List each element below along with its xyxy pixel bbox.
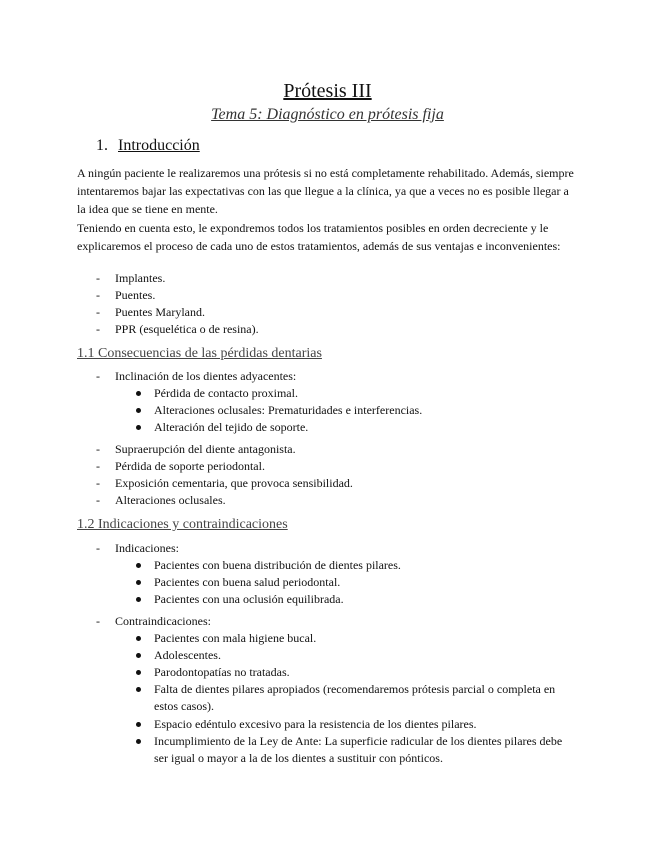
list-item-treatment: - Puentes Maryland. <box>96 305 205 319</box>
bullet-icon <box>136 408 141 413</box>
list-item-sub: Alteraciones oclusales: Prematuridades e interferencias. <box>154 402 422 419</box>
list-item-contraindication: Espacio edéntulo excesivo para la resistencia de los dientes pilares. <box>154 716 477 733</box>
bullet-icon <box>136 597 141 602</box>
list-item-consequence: - Supraerupción del diente antagonista. <box>96 442 296 456</box>
bullet-icon <box>136 636 141 641</box>
section-number: 1. <box>96 137 108 154</box>
list-item-indication: Pacientes con una oclusión equilibrada. <box>154 591 344 608</box>
list-item-contraindication: Incumplimiento de la Ley de Ante: La superficie radicular de los dientes pilares debe ser igual o mayor a la de los dientes a sustituir con pónticos. <box>154 733 574 767</box>
section-heading-introduccion <box>96 136 200 156</box>
list-item-contraindication: Adolescentes. <box>154 647 221 664</box>
list-item-sub: Pérdida de contacto proximal. <box>154 385 298 402</box>
list-item-contraindication: Falta de dientes pilares apropiados (recomendaremos prótesis parcial o completa en estos casos). <box>154 681 574 715</box>
list-item-treatment: - PPR (esquelética o de resina). <box>96 322 259 336</box>
list-item-indication: Pacientes con buena distribución de dientes pilares. <box>154 557 401 574</box>
list-item-contra-label: - Contraindicaciones: <box>96 614 211 628</box>
subsection-heading-indicaciones: 1.2 Indicaciones y contraindicaciones <box>77 517 288 532</box>
paragraph-intro-1: A ningún paciente le realizaremos una prótesis si no está completamente rehabilitado. Además, siempre intentaremos bajar las expectativas con las que llegue a la clínica, ya que a veces no es posible llegar a la idea que se tiene en mente. <box>77 166 574 216</box>
list-item-consequence: - Exposición cementaria, que provoca sensibilidad. <box>96 476 353 490</box>
document-title: Prótesis III <box>283 80 372 102</box>
bullet-icon <box>136 425 141 430</box>
list-item-indication: Pacientes con buena salud periodontal. <box>154 574 340 591</box>
paragraph-intro-2: Teniendo en cuenta esto, le expondremos todos los tratamientos posibles en orden decreciente y le explicaremos el proceso de cada uno de estos tratamientos, además de sus ventajas e inconvenientes: <box>77 221 561 253</box>
bullet-icon <box>136 722 141 727</box>
bullet-icon <box>136 563 141 568</box>
bullet-icon <box>136 670 141 675</box>
list-item-treatment: - Puentes. <box>96 288 156 302</box>
section-title: Introducción <box>118 137 200 154</box>
list-item-treatment: - Implantes. <box>96 271 166 285</box>
list-item-contraindication: Pacientes con mala higiene bucal. <box>154 630 316 647</box>
bullet-icon <box>136 391 141 396</box>
bullet-icon <box>136 739 141 744</box>
list-item-consequence: - Pérdida de soporte periodontal. <box>96 459 265 473</box>
document-subtitle: Tema 5: Diagnóstico en prótesis fija <box>211 106 444 123</box>
bullet-icon <box>136 580 141 585</box>
list-item-indications-label: - Indicaciones: <box>96 541 179 555</box>
bullet-icon <box>136 653 141 658</box>
list-item-sub: Alteración del tejido de soporte. <box>154 419 308 436</box>
bullet-icon <box>136 687 141 692</box>
list-item-consequence: - Inclinación de los dientes adyacentes: <box>96 369 297 383</box>
subsection-heading-consecuencias: 1.1 Consecuencias de las pérdidas dentarias <box>77 346 322 361</box>
list-item-consequence: - Alteraciones oclusales. <box>96 493 226 507</box>
list-item-contraindication: Parodontopatías no tratadas. <box>154 664 290 681</box>
